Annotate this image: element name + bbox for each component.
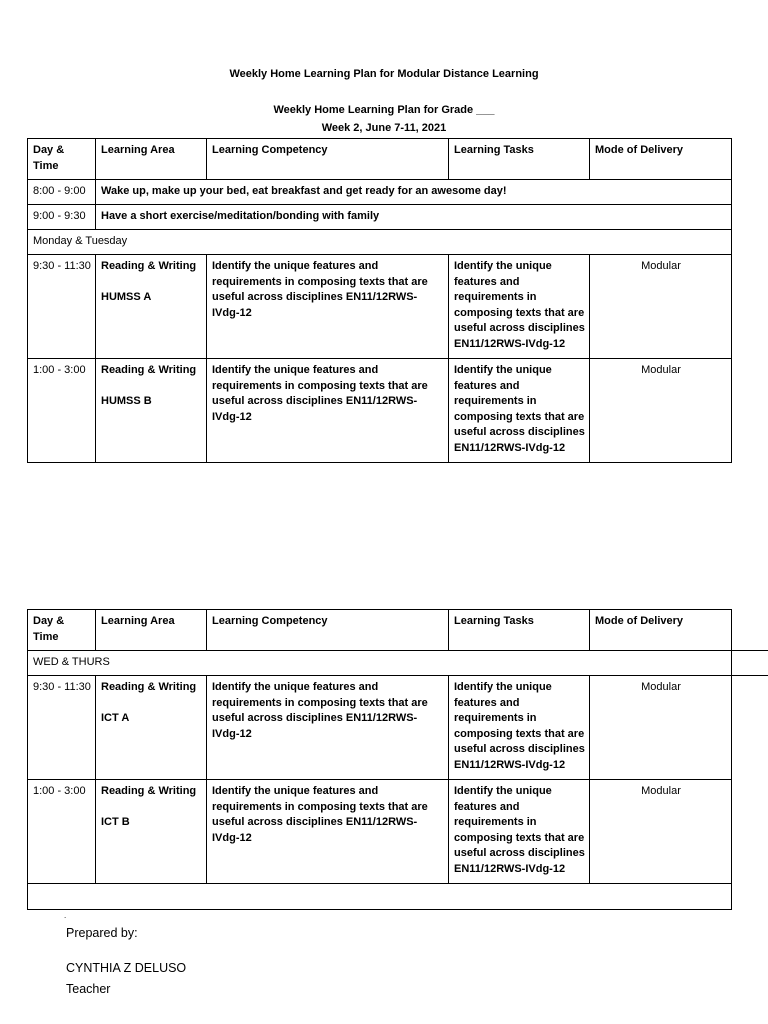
header-mode-of-delivery: Mode of Delivery [590,610,732,651]
table-row [28,676,732,780]
row-time: 1:00 - 3:00 [28,780,96,884]
row-tasks: Identify the unique features and requirements in composing texts that are useful across disciplines EN11/12RWS-IVdg-12 [449,780,590,884]
row-learning-area [96,676,207,780]
row-time: 1:00 - 3:00 [28,359,96,463]
row-competency: Identify the unique features and requirements in composing texts that are useful across disciplines EN11/12RWS-IVdg-12 [207,780,449,884]
header-learning-competency: Learning Competency [207,610,449,651]
row-learning-area [96,255,207,359]
prepared-by-label: Prepared by: [66,926,138,940]
section-label: Monday & Tuesday [28,230,732,255]
row-competency: Identify the unique features and requirements in composing texts that are useful across disciplines EN11/12RWS-IVdg-12 [207,676,449,780]
stray-mark: . [64,911,67,920]
row-competency: Identify the unique features and requirements in composing texts that are useful across disciplines EN11/12RWS-IVdg-12 [207,255,449,359]
routine-row [28,205,732,230]
header-day-time: Day & Time [28,139,96,180]
routine-time: 8:00 - 9:00 [28,180,96,205]
row-learning-area [96,780,207,884]
row-tasks: Identify the unique features and requirements in composing texts that are useful across disciplines EN11/12RWS-IVdg-12 [449,676,590,780]
section-label: WED & THURS [28,651,732,676]
header-learning-area: Learning Area [96,610,207,651]
routine-time: 9:00 - 9:30 [28,205,96,230]
section-row [28,651,732,676]
section-row-extension [731,650,768,676]
routine-activity: Wake up, make up your bed, eat breakfast and get ready for an awesome day! [96,180,732,205]
header-learning-area: Learning Area [96,139,207,180]
row-time: 9:30 - 11:30 [28,255,96,359]
class-group: HUMSS A [101,291,152,303]
learning-area-name: Reading & Writing [101,364,197,376]
row-mode: Modular [590,780,732,884]
table-header-row [28,139,732,180]
section-row [28,230,732,255]
learning-area-name: Reading & Writing [101,785,197,797]
row-learning-area [96,359,207,463]
routine-activity: Have a short exercise/meditation/bonding with family [96,205,732,230]
learning-area-name: Reading & Writing [101,260,197,272]
class-group: ICT A [101,712,130,724]
table-row [28,255,732,359]
row-time: 9:30 - 11:30 [28,676,96,780]
document-title: Weekly Home Learning Plan for Modular Distance Learning [229,68,539,80]
class-group: HUMSS B [101,395,152,407]
table-row [28,780,732,884]
grade-line: Weekly Home Learning Plan for Grade ___ [273,104,495,116]
header-learning-tasks: Learning Tasks [449,139,590,180]
week-line: Week 2, June 7-11, 2021 [321,122,447,134]
learning-area-name: Reading & Writing [101,681,197,693]
teacher-name: CYNTHIA Z DELUSO [66,961,187,975]
row-tasks: Identify the unique features and requirements in composing texts that are useful across disciplines EN11/12RWS-IVdg-12 [449,255,590,359]
row-mode: Modular [590,255,732,359]
learning-plan-table-1 [27,138,732,463]
row-mode: Modular [590,676,732,780]
header-day-time: Day & Time [28,610,96,651]
row-mode: Modular [590,359,732,463]
class-group: ICT B [101,816,130,828]
empty-cell [28,884,732,910]
header-learning-competency: Learning Competency [207,139,449,180]
empty-row [28,884,732,910]
table-header-row [28,610,732,651]
table-row [28,359,732,463]
learning-plan-table-2 [27,609,732,910]
header-learning-tasks: Learning Tasks [449,610,590,651]
header-mode-of-delivery: Mode of Delivery [590,139,732,180]
teacher-role: Teacher [66,982,111,996]
routine-row [28,180,732,205]
row-tasks: Identify the unique features and requirements in composing texts that are useful across disciplines EN11/12RWS-IVdg-12 [449,359,590,463]
row-competency: Identify the unique features and requirements in composing texts that are useful across disciplines EN11/12RWS-IVdg-12 [207,359,449,463]
